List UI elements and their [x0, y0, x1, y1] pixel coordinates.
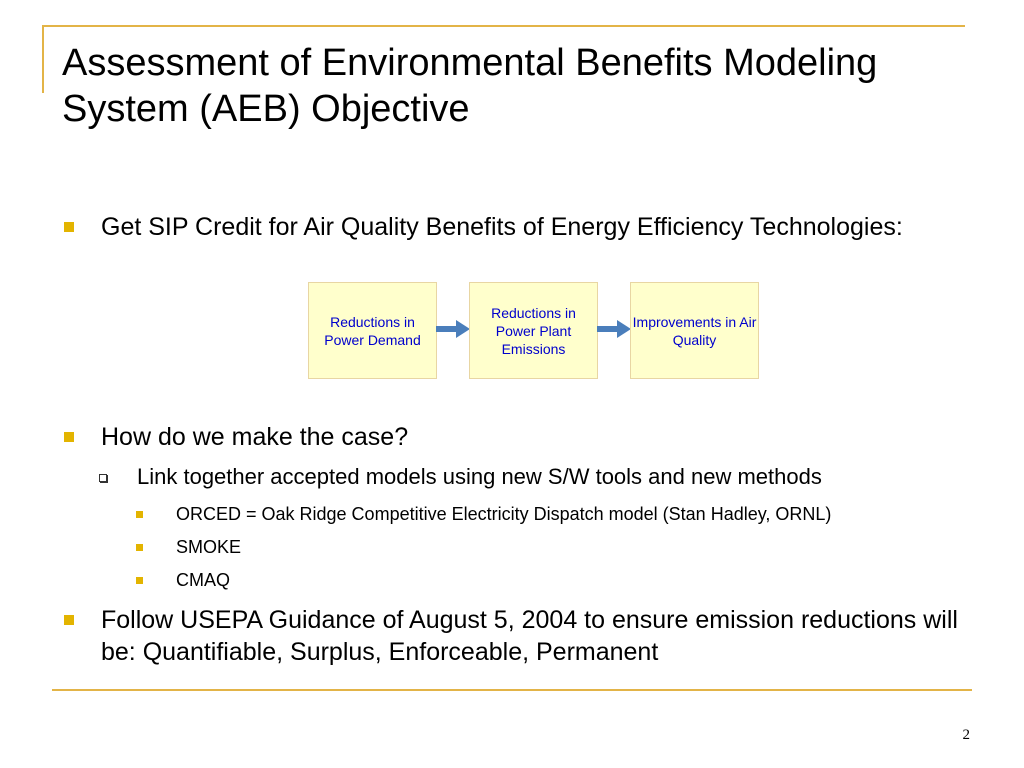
sub-sub-bullet-text: CMAQ: [176, 570, 230, 590]
small-square-bullet-icon: [136, 577, 143, 584]
flow-box-air-quality: [630, 282, 759, 379]
sub-sub-bullet-text: SMOKE: [176, 537, 242, 557]
right-arrow-icon: [436, 318, 470, 340]
bullet-text: How do we make the case?: [101, 423, 409, 451]
slide-title: Assessment of Environmental Benefits Modeling System (AEB) Objective: [62, 42, 878, 130]
square-bullet-icon: [64, 615, 74, 625]
bullet-text: Follow USEPA Guidance of August 5, 2004 to ensure emission reductions will be: Quantifiable, Surplus, Enforceable, Permanent: [101, 606, 958, 666]
bullet-text: Get SIP Credit for Air Quality Benefits of Energy Efficiency Technologies:: [101, 213, 903, 241]
sub-bullet-text: Link together accepted models using new S/W tools and new methods: [137, 464, 822, 489]
square-bullet-icon: [64, 222, 74, 232]
left-accent-line: [42, 25, 44, 93]
flow-box-label: Improvements in Air Quality: [632, 313, 757, 348]
hollow-square-bullet-icon: [99, 474, 107, 482]
bottom-accent-line: [52, 689, 972, 691]
flow-box-plant-emissions: [469, 282, 598, 379]
small-square-bullet-icon: [136, 511, 143, 518]
flow-box-power-demand: [308, 282, 437, 379]
flow-box-label: Reductions in Power Demand: [324, 313, 421, 348]
flow-box-label: Reductions in Power Plant Emissions: [491, 304, 576, 357]
square-bullet-icon: [64, 432, 74, 442]
small-square-bullet-icon: [136, 544, 143, 551]
sub-sub-bullet-text: ORCED = Oak Ridge Competitive Electricity Dispatch model (Stan Hadley, ORNL): [176, 504, 832, 524]
top-accent-line: [42, 25, 965, 27]
right-arrow-icon: [597, 318, 631, 340]
page-number: 2: [962, 727, 970, 743]
